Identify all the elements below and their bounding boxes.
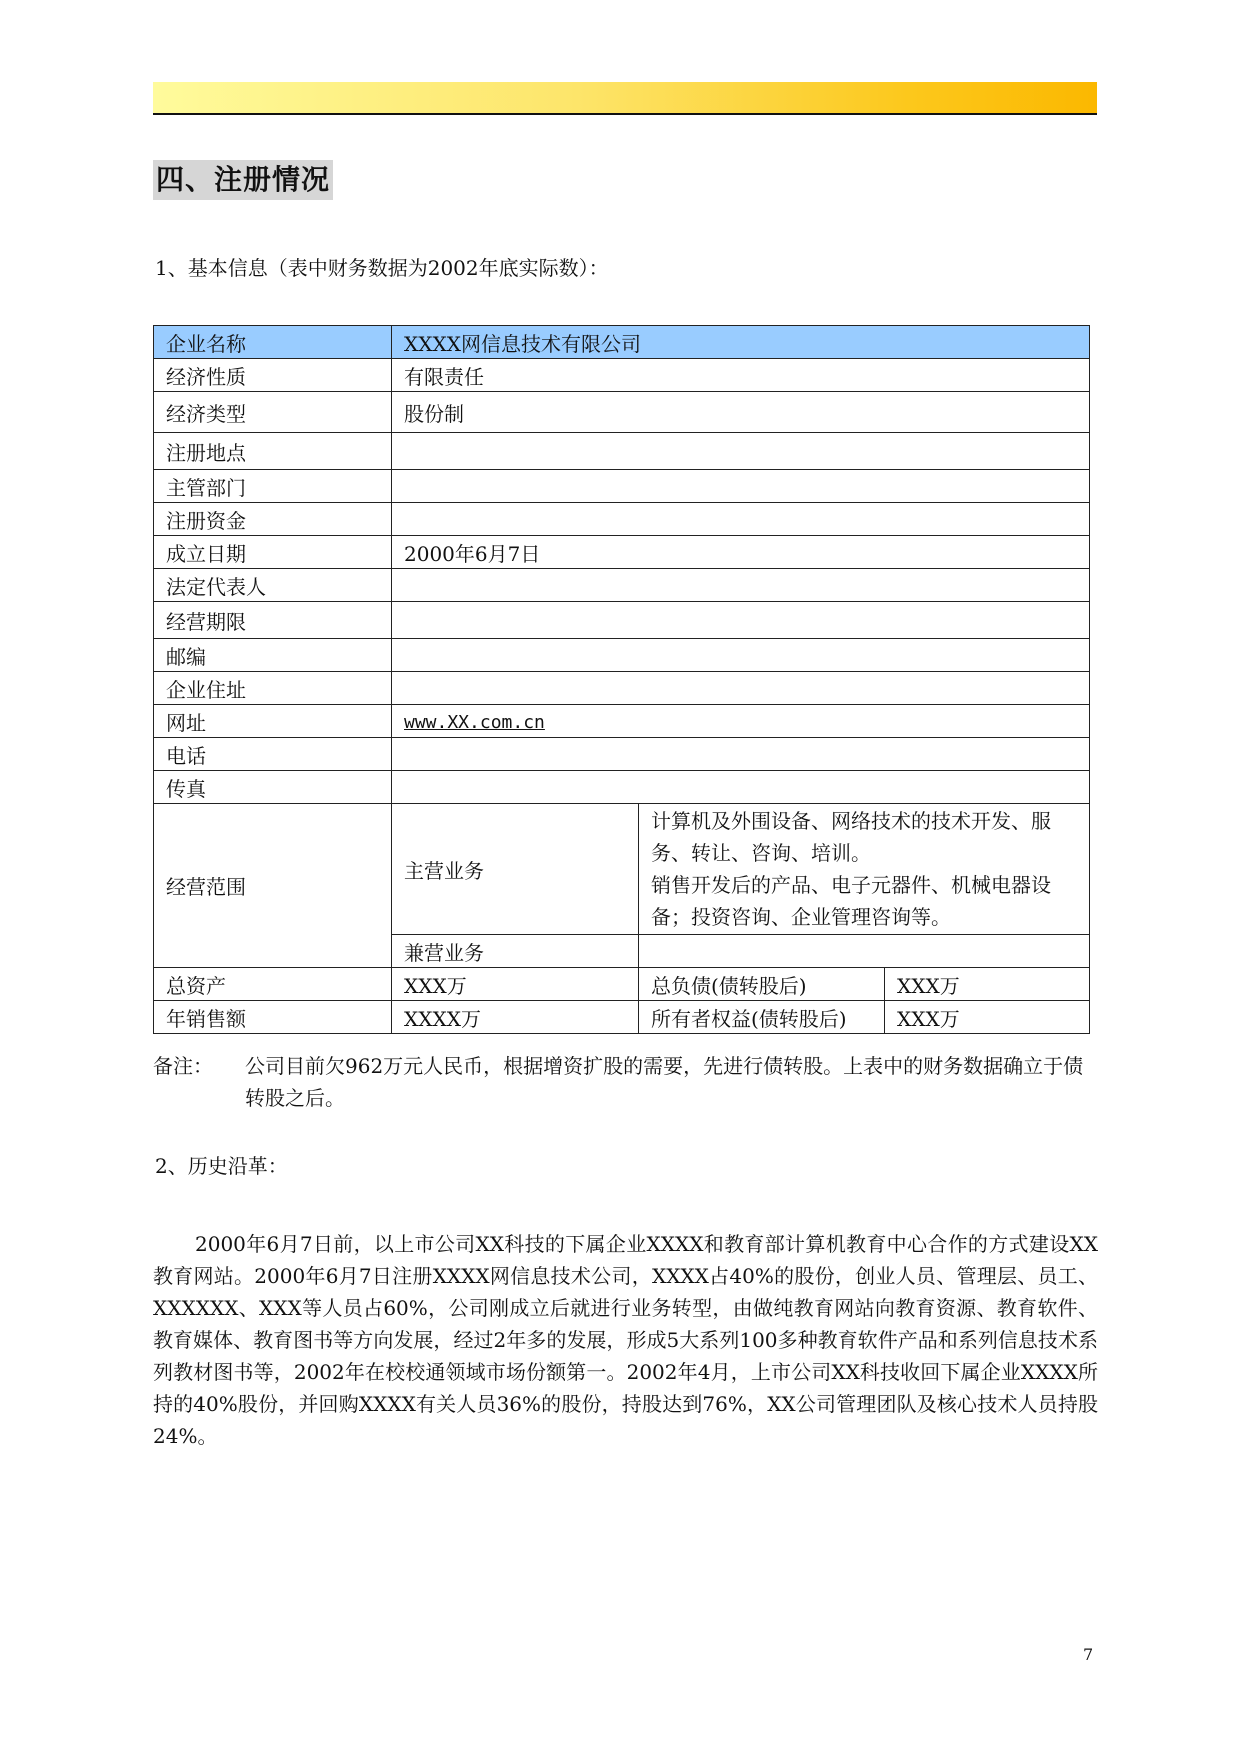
table-row <box>154 433 1090 470</box>
table-row <box>154 771 1090 804</box>
row-label: 法定代表人 <box>154 569 392 602</box>
row-label: 年销售额 <box>154 1001 392 1034</box>
row-value <box>392 771 1090 804</box>
row-value <box>392 503 1090 536</box>
row-value <box>392 602 1090 639</box>
subheading-history: 2、历史沿革： <box>155 1154 288 1178</box>
main-business-text-1: 计算机及外围设备、网络技术的技术开发、服务、转让、咨询、培训。 <box>651 809 1051 865</box>
row-label: 企业名称 <box>154 326 392 359</box>
row-value-2: XXX万 <box>885 1001 1090 1034</box>
row-value <box>392 738 1090 771</box>
row-value: XXXX万 <box>392 1001 639 1034</box>
main-business-value-cell <box>639 804 1090 935</box>
row-label: 网址 <box>154 705 392 738</box>
row-value <box>392 639 1090 672</box>
note-text: 公司目前欠962万元人民币，根据增资扩股的需要，先进行债转股。上表中的财务数据确立于债转股之后。 <box>245 1054 1084 1110</box>
row-label: 成立日期 <box>154 536 392 569</box>
main-business-text-2: 销售开发后的产品、电子元器件、机械电器设备；投资咨询、企业管理咨询等。 <box>651 873 1051 929</box>
table-row <box>154 536 1090 569</box>
table-row <box>154 470 1090 503</box>
header-decorative-bar <box>153 82 1097 115</box>
row-value: 有限责任 <box>392 359 1090 392</box>
main-business-label: 主营业务 <box>392 804 639 935</box>
row-label: 电话 <box>154 738 392 771</box>
row-label-2: 所有者权益(债转股后) <box>639 1001 885 1034</box>
row-value: XXX万 <box>392 968 639 1001</box>
row-value: 股份制 <box>392 392 1090 433</box>
row-value-2: XXX万 <box>885 968 1090 1001</box>
page-number: 7 <box>1083 1645 1094 1664</box>
side-business-value <box>639 935 1090 968</box>
row-value <box>392 672 1090 705</box>
table-row <box>154 968 1090 1001</box>
row-value <box>392 569 1090 602</box>
table-row <box>154 804 1090 935</box>
note-label: 备注： <box>153 1054 213 1078</box>
scope-label: 经营范围 <box>154 804 392 968</box>
row-value <box>392 470 1090 503</box>
table-row <box>154 326 1090 359</box>
side-business-label: 兼营业务 <box>392 935 639 968</box>
table-row <box>154 672 1090 705</box>
table-row <box>154 503 1090 536</box>
row-label: 经济性质 <box>154 359 392 392</box>
row-label: 主管部门 <box>154 470 392 503</box>
section-title: 四、注册情况 <box>153 160 333 200</box>
row-label-2: 总负债(债转股后) <box>639 968 885 1001</box>
table-row <box>154 738 1090 771</box>
row-label: 总资产 <box>154 968 392 1001</box>
row-label: 邮编 <box>154 639 392 672</box>
table-row <box>154 639 1090 672</box>
row-value <box>392 433 1090 470</box>
table-row <box>154 359 1090 392</box>
table-note <box>153 1050 1103 1114</box>
row-label: 注册地点 <box>154 433 392 470</box>
table-row <box>154 1001 1090 1034</box>
table-row <box>154 705 1090 738</box>
row-value: 2000年6月7日 <box>392 536 1090 569</box>
row-label: 经济类型 <box>154 392 392 433</box>
table-row <box>154 602 1090 639</box>
row-value-cell <box>392 705 1090 738</box>
row-label: 传真 <box>154 771 392 804</box>
subheading-basic-info: 1、基本信息（表中财务数据为2002年底实际数）： <box>155 256 609 280</box>
row-value: XXXX网信息技术有限公司 <box>392 326 1090 359</box>
row-label: 企业住址 <box>154 672 392 705</box>
table-row <box>154 569 1090 602</box>
table-row <box>154 392 1090 433</box>
history-paragraph: 2000年6月7日前，以上市公司XX科技的下属企业XXXX和教育部计算机教育中心合作的方式建设XX教育网站。2000年6月7日注册XXXX网信息技术公司，XXXX占40%的股份，创业人员、管理层、员工、XXXXXX、XXX等人员占60%，公司刚成立后就进行业务转型，由做纯教育网站向教育资源、教育软件、教育媒体、教育图书等方向发展，经过2年多的发展，形成5大系列100多种教育软件产品和系列信息技术系列教材图书等，2002年在校校通领域市场份额第一。2002年4月，上市公司XX科技收回下属企业XXXX所持的40%股份，并回购XXXX有关人员36%的股份，持股达到76%，XX公司管理团队及核心技术人员持股24%。 <box>153 1232 1098 1448</box>
row-label: 注册资金 <box>154 503 392 536</box>
row-label: 经营期限 <box>154 602 392 639</box>
website-link[interactable]: www.XX.com.cn <box>404 712 545 733</box>
company-info-table <box>153 325 1090 1034</box>
